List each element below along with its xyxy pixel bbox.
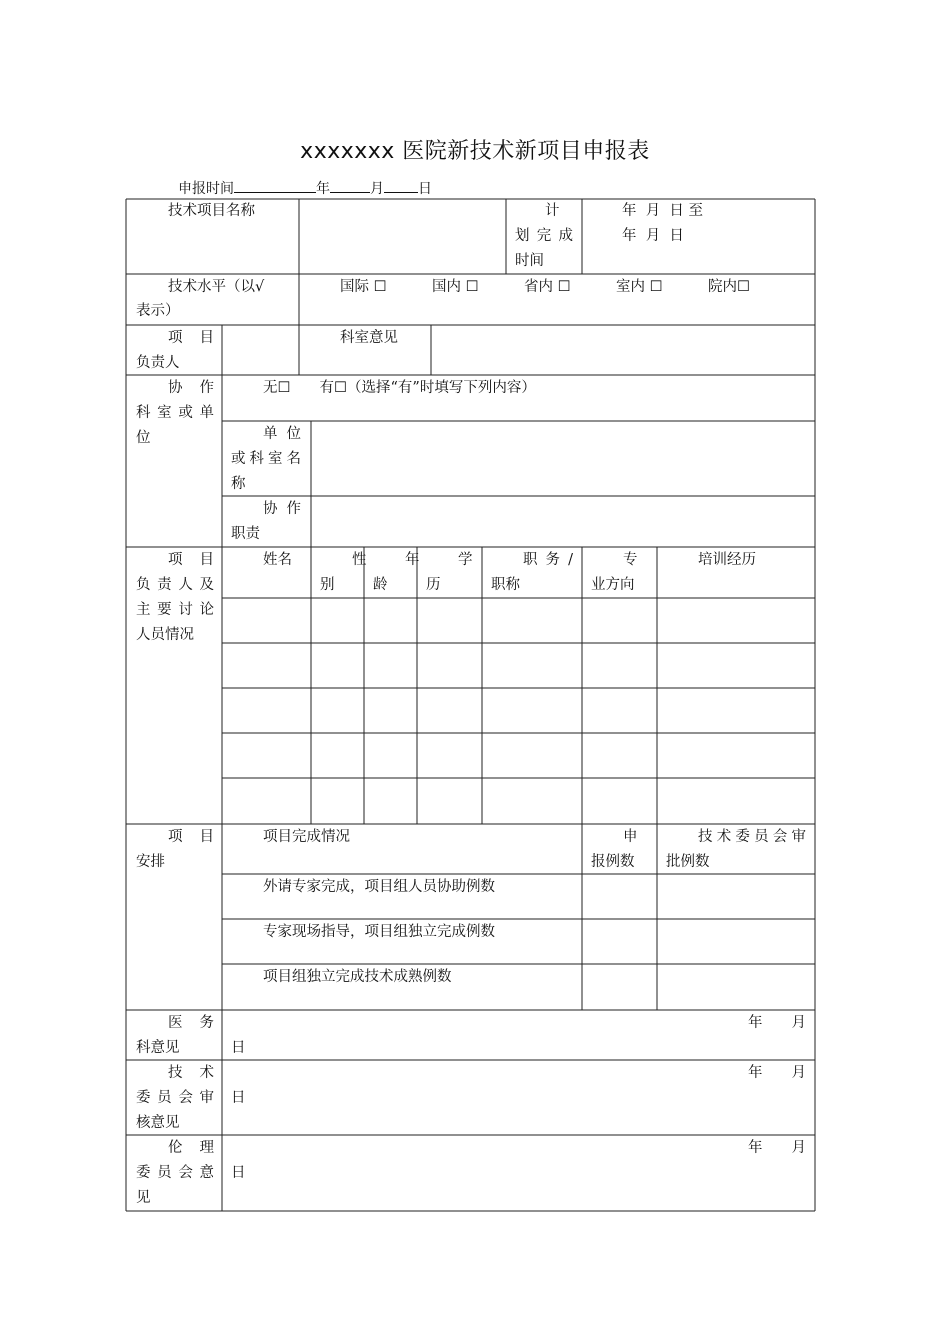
tech-committee-label-3: 核意见 (136, 1115, 180, 1131)
personnel-label-4: 人员情况 (136, 627, 194, 643)
arrangement-cases-header-2: 报例数 (591, 854, 635, 870)
coop-unit-label-3: 称 (231, 476, 246, 492)
personnel-label-1: 项 目 (168, 552, 214, 568)
page-title: xxxxxxx 医院新技术新项目申报表 (300, 139, 650, 164)
col-title-header-1: 职务/ (523, 552, 573, 568)
arrangement-label-2: 安排 (136, 854, 165, 870)
tech-committee-year-month: 年 月 (748, 1065, 806, 1081)
project-name-label: 技术项目名称 (168, 203, 255, 219)
col-age-header-1: 年 (405, 552, 420, 568)
arrangement-header: 项目完成情况 (263, 829, 350, 845)
day-blank[interactable] (384, 178, 418, 193)
month-blank[interactable] (330, 178, 370, 193)
report-date-label: 申报时间 (178, 181, 234, 197)
tech-committee-label-1: 技 术 (168, 1065, 214, 1081)
medical-opinion-label-2: 科意见 (136, 1040, 180, 1056)
personnel-label-3: 主要讨论 (136, 602, 214, 618)
col-gender-header-1: 性 (352, 552, 367, 568)
coop-label-1: 协 作 (168, 380, 214, 396)
arrangement-label-1: 项 目 (168, 829, 214, 845)
coop-choice[interactable]: 无☐ 有☐（选择“有”时填写下列内容） (263, 380, 536, 396)
coop-unit-field[interactable] (312, 422, 814, 495)
col-age-header-2: 龄 (373, 577, 388, 593)
coop-unit-label-2: 或科室名 (231, 451, 301, 467)
tech-level-label-2: 表示） (136, 303, 180, 319)
tech-level-dept-checkbox[interactable]: 室内 ☐ (616, 279, 663, 295)
plan-time-label-3: 时间 (515, 253, 544, 269)
month-label: 月 (370, 181, 384, 197)
day-label: 日 (418, 181, 432, 197)
leader-label-2: 负责人 (136, 355, 180, 371)
col-edu-header-1: 学 (458, 552, 473, 568)
project-name-field[interactable] (300, 200, 505, 273)
tech-committee-label-2: 委员会审 (136, 1090, 214, 1106)
medical-opinion-year-month: 年 月 (748, 1015, 806, 1031)
coop-label-2: 科室或单 (136, 405, 214, 421)
coop-duty-label-1: 协 作 (263, 501, 301, 517)
col-name-header: 姓名 (263, 552, 292, 568)
medical-opinion-day: 日 (231, 1040, 246, 1056)
ethics-year-month: 年 月 (748, 1140, 806, 1156)
ethics-label-2: 委员会意 (136, 1165, 214, 1181)
report-date-line (178, 178, 432, 198)
arrangement-approve-header-1: 技术委员会审 (698, 829, 806, 845)
arrangement-approve-header-2: 批例数 (666, 854, 710, 870)
ethics-day: 日 (231, 1165, 246, 1181)
tech-level-label: 技术水平（以√ (168, 279, 265, 295)
plan-time-from[interactable]: 年 月 日 至 (622, 203, 704, 219)
personnel-label-2: 负责人及 (136, 577, 214, 593)
medical-opinion-label-1: 医 务 (168, 1015, 214, 1031)
coop-duty-label-2: 职责 (231, 526, 260, 542)
coop-label-3: 位 (136, 430, 151, 446)
arrangement-item-3: 项目组独立完成技术成熟例数 (263, 969, 452, 985)
col-gender-header-2: 别 (320, 577, 335, 593)
plan-time-label-2: 划完成 (515, 228, 573, 244)
plan-time-label-1: 计 (545, 203, 560, 219)
arrangement-item-1: 外请专家完成，项目组人员协助例数 (263, 879, 495, 895)
tech-level-intl-checkbox[interactable]: 国际 ☐ (340, 279, 387, 295)
arrangement-cases-header-1: 申 (623, 829, 638, 845)
ethics-label-3: 见 (136, 1190, 151, 1206)
col-major-header-1: 专 (623, 552, 638, 568)
dept-opinion-field[interactable] (432, 326, 814, 374)
tech-committee-day: 日 (231, 1090, 246, 1106)
arrangement-item-2: 专家现场指导，项目组独立完成例数 (263, 924, 495, 940)
ethics-label-1: 伦 理 (168, 1140, 214, 1156)
tech-level-province-checkbox[interactable]: 省内 ☐ (524, 279, 571, 295)
coop-unit-label-1: 单 位 (263, 426, 301, 442)
tech-level-hospital-checkbox[interactable]: 院内☐ (708, 279, 750, 295)
col-major-header-2: 业方向 (591, 577, 635, 593)
dept-opinion-label: 科室意见 (340, 330, 398, 346)
year-blank[interactable] (234, 178, 316, 193)
coop-duty-field[interactable] (312, 497, 814, 546)
leader-field[interactable] (223, 326, 298, 374)
col-training-header: 培训经历 (698, 552, 756, 568)
tech-level-national-checkbox[interactable]: 国内 ☐ (432, 279, 479, 295)
leader-label-1: 项 目 (168, 330, 214, 346)
col-title-header-2: 职称 (491, 577, 520, 593)
year-label: 年 (316, 181, 330, 197)
plan-time-to[interactable]: 年 月 日 (622, 228, 684, 244)
col-edu-header-2: 历 (426, 577, 441, 593)
